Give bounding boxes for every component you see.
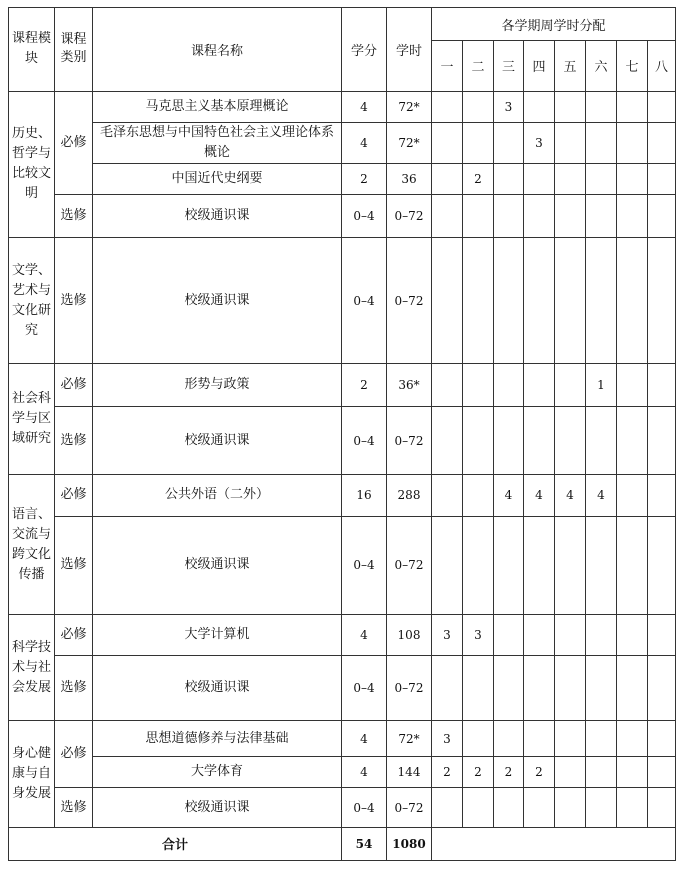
course-hours: 0–72 <box>387 406 432 474</box>
semester-hours-cell <box>617 406 648 474</box>
table-row <box>9 122 676 163</box>
semester-hours-cell <box>463 788 494 827</box>
semester-hours-cell <box>524 195 555 237</box>
course-type-cell <box>55 720 93 787</box>
course-type-cell <box>55 91 93 195</box>
table-row <box>9 516 676 615</box>
semester-3: 三 <box>494 41 524 91</box>
semester-hours-cell: 3 <box>524 122 555 163</box>
course-type: 必修 <box>60 377 87 393</box>
module-name: 语言、交流与跨文化传播 <box>11 506 51 582</box>
semester-hours-cell <box>494 195 524 237</box>
course-type-cell <box>55 364 93 406</box>
semester-hours-cell <box>648 237 676 364</box>
semester-hours-cell <box>617 91 648 122</box>
semester-hours-cell <box>555 720 586 756</box>
semester-hours-cell <box>648 164 676 195</box>
semester-hours-cell <box>648 615 676 656</box>
semester-2: 二 <box>463 41 494 91</box>
table-row <box>9 615 676 656</box>
semester-hours-cell <box>648 122 676 163</box>
course-credit: 0–4 <box>342 788 387 827</box>
course-type-cell <box>55 475 93 516</box>
course-name: 大学计算机 <box>93 615 342 656</box>
module-cell <box>9 91 55 237</box>
semester-hours-cell <box>432 91 463 122</box>
table-row <box>9 91 676 122</box>
course-credit: 0–4 <box>342 195 387 237</box>
semester-hours-cell <box>555 237 586 364</box>
course-hours: 0–72 <box>387 656 432 720</box>
semester-hours-cell <box>617 237 648 364</box>
module-cell <box>9 475 55 615</box>
semester-hours-cell <box>586 720 617 756</box>
semester-hours-cell <box>524 788 555 827</box>
course-name: 校级通识课 <box>93 237 342 364</box>
semester-hours-cell <box>463 364 494 406</box>
semester-hours-cell <box>432 788 463 827</box>
course-type: 选修 <box>60 432 87 448</box>
semester-hours-cell <box>586 615 617 656</box>
table-row <box>9 757 676 788</box>
semester-hours-cell <box>524 406 555 474</box>
semester-hours-cell <box>648 516 676 615</box>
semester-hours-cell <box>494 656 524 720</box>
semester-hours-cell <box>648 91 676 122</box>
header-hours-label: 学时 <box>395 43 422 59</box>
semester-hours-cell <box>648 757 676 788</box>
semester-5: 五 <box>555 41 586 91</box>
course-type-cell <box>55 406 93 474</box>
semester-hours-cell <box>463 475 494 516</box>
semester-hours-cell <box>494 720 524 756</box>
course-name: 思想道德修养与法律基础 <box>93 720 342 756</box>
course-type-cell <box>55 195 93 237</box>
semester-hours-cell <box>524 237 555 364</box>
header-distribution-label: 各学期周学时分配 <box>501 18 606 34</box>
semester-hours-cell <box>463 195 494 237</box>
course-name: 校级通识课 <box>93 516 342 615</box>
course-credit: 4 <box>342 122 387 163</box>
module-cell <box>9 364 55 475</box>
semester-hours-cell <box>494 237 524 364</box>
semester-hours-cell: 2 <box>432 757 463 788</box>
semester-hours-cell <box>524 91 555 122</box>
semester-hours-cell <box>586 237 617 364</box>
semester-hours-cell <box>524 164 555 195</box>
module-name: 文学、艺术与文化研究 <box>11 262 51 338</box>
module-name: 历史、哲学与比较文明 <box>11 126 51 202</box>
semester-hours-cell <box>617 164 648 195</box>
semester-hours-cell <box>494 516 524 615</box>
semester-hours-cell: 2 <box>524 757 555 788</box>
semester-hours-cell <box>555 516 586 615</box>
semester-6: 六 <box>586 41 617 91</box>
course-type: 选修 <box>60 292 87 308</box>
semester-hours-cell <box>586 195 617 237</box>
semester-hours-cell <box>432 237 463 364</box>
total-distribution <box>432 827 676 860</box>
semester-hours-cell <box>586 757 617 788</box>
total-label: 合计 <box>9 827 342 860</box>
header-name-label: 课程名称 <box>190 43 243 59</box>
table-row <box>9 164 676 195</box>
semester-hours-cell <box>648 788 676 827</box>
semester-hours-cell: 3 <box>494 91 524 122</box>
semester-hours-cell <box>555 615 586 656</box>
semester-hours-cell <box>555 164 586 195</box>
semester-hours-cell <box>555 364 586 406</box>
semester-hours-cell <box>432 195 463 237</box>
semester-hours-cell <box>432 516 463 615</box>
semester-hours-cell: 3 <box>432 720 463 756</box>
course-credit: 0–4 <box>342 237 387 364</box>
semester-hours-cell <box>617 475 648 516</box>
semester-hours-cell: 4 <box>524 475 555 516</box>
course-type-cell <box>55 516 93 615</box>
course-hours: 72* <box>387 91 432 122</box>
semester-hours-cell <box>432 164 463 195</box>
module-name: 身心健康与自身发展 <box>11 745 51 801</box>
course-name: 校级通识课 <box>93 788 342 827</box>
table-row <box>9 195 676 237</box>
header-hours <box>387 8 432 92</box>
module-cell <box>9 615 55 721</box>
course-name: 形势与政策 <box>93 364 342 406</box>
course-hours: 36 <box>387 164 432 195</box>
semester-hours-cell <box>586 516 617 615</box>
table-row <box>9 656 676 720</box>
semester-hours-cell: 3 <box>432 615 463 656</box>
table-row <box>9 720 676 756</box>
semester-hours-cell: 2 <box>463 164 494 195</box>
course-name: 校级通识课 <box>93 656 342 720</box>
semester-hours-cell <box>555 91 586 122</box>
course-type: 选修 <box>60 557 87 573</box>
course-hours: 72* <box>387 720 432 756</box>
semester-hours-cell <box>555 656 586 720</box>
table-row <box>9 475 676 516</box>
semester-hours-cell: 4 <box>586 475 617 516</box>
semester-hours-cell <box>432 475 463 516</box>
semester-hours-cell <box>494 122 524 163</box>
semester-hours-cell <box>555 757 586 788</box>
course-table <box>8 7 676 861</box>
semester-hours-cell: 2 <box>463 757 494 788</box>
semester-hours-cell <box>586 788 617 827</box>
course-credit: 4 <box>342 720 387 756</box>
course-hours: 0–72 <box>387 788 432 827</box>
semester-hours-cell <box>617 195 648 237</box>
header-type <box>55 8 93 92</box>
course-type: 必修 <box>60 134 87 150</box>
semester-4: 四 <box>524 41 555 91</box>
course-type: 必修 <box>60 627 87 643</box>
semester-hours-cell <box>494 788 524 827</box>
semester-hours-cell <box>524 615 555 656</box>
semester-hours-cell <box>432 364 463 406</box>
semester-hours-cell <box>432 656 463 720</box>
semester-hours-cell <box>586 122 617 163</box>
course-name: 公共外语（二外） <box>93 475 342 516</box>
course-type: 必修 <box>60 746 87 762</box>
semester-hours-cell <box>494 406 524 474</box>
semester-hours-cell <box>432 406 463 474</box>
semester-hours-cell <box>648 195 676 237</box>
table-row <box>9 364 676 406</box>
course-type: 必修 <box>60 487 87 503</box>
module-cell <box>9 237 55 364</box>
semester-hours-cell <box>463 406 494 474</box>
course-type-cell <box>55 615 93 656</box>
semester-hours-cell <box>524 720 555 756</box>
course-type: 选修 <box>60 207 87 223</box>
course-credit: 0–4 <box>342 516 387 615</box>
course-type: 选修 <box>60 799 87 815</box>
total-hours: 1080 <box>387 827 432 860</box>
header-module-label: 课程模块 <box>11 31 51 67</box>
semester-hours-cell <box>586 91 617 122</box>
semester-1: 一 <box>432 41 463 91</box>
course-type-cell <box>55 237 93 364</box>
semester-hours-cell <box>494 364 524 406</box>
course-name: 校级通识课 <box>93 195 342 237</box>
semester-hours-cell <box>524 364 555 406</box>
semester-hours-cell <box>617 720 648 756</box>
course-credit: 0–4 <box>342 656 387 720</box>
module-name: 社会科学与区域研究 <box>11 391 51 447</box>
semester-hours-cell <box>494 615 524 656</box>
semester-hours-cell <box>524 516 555 615</box>
semester-hours-cell <box>463 656 494 720</box>
semester-7: 七 <box>617 41 648 91</box>
semester-hours-cell <box>617 757 648 788</box>
course-credit: 4 <box>342 91 387 122</box>
course-type-cell <box>55 656 93 720</box>
semester-hours-cell: 1 <box>586 364 617 406</box>
course-credit: 4 <box>342 757 387 788</box>
semester-hours-cell <box>586 656 617 720</box>
semester-hours-cell <box>617 516 648 615</box>
course-hours: 108 <box>387 615 432 656</box>
header-credit-label: 学分 <box>350 43 377 59</box>
semester-hours-cell <box>463 237 494 364</box>
semester-hours-cell <box>586 406 617 474</box>
semester-hours-cell <box>586 164 617 195</box>
course-name: 校级通识课 <box>93 406 342 474</box>
semester-hours-cell <box>463 720 494 756</box>
semester-hours-cell <box>524 656 555 720</box>
semester-hours-cell <box>494 164 524 195</box>
header-distribution <box>432 8 676 41</box>
semester-hours-cell <box>463 91 494 122</box>
course-hours: 288 <box>387 475 432 516</box>
course-hours: 144 <box>387 757 432 788</box>
total-row <box>9 827 676 860</box>
course-hours: 72* <box>387 122 432 163</box>
semester-hours-cell: 4 <box>555 475 586 516</box>
table-row <box>9 237 676 364</box>
semester-hours-cell <box>648 656 676 720</box>
course-name: 中国近代史纲要 <box>93 164 342 195</box>
semester-hours-cell: 2 <box>494 757 524 788</box>
module-cell <box>9 720 55 827</box>
course-name: 毛泽东思想与中国特色社会主义理论体系概论 <box>93 122 342 163</box>
header-row <box>9 8 676 41</box>
course-hours: 0–72 <box>387 516 432 615</box>
course-type-cell <box>55 788 93 827</box>
course-credit: 2 <box>342 364 387 406</box>
course-name: 大学体育 <box>93 757 342 788</box>
semester-hours-cell <box>617 656 648 720</box>
module-name: 科学技术与社会发展 <box>11 639 51 695</box>
semester-hours-cell: 4 <box>494 475 524 516</box>
semester-8: 八 <box>648 41 676 91</box>
semester-hours-cell <box>432 122 463 163</box>
semester-hours-cell <box>555 195 586 237</box>
semester-hours-cell <box>648 406 676 474</box>
course-hours: 0–72 <box>387 195 432 237</box>
course-hours: 36* <box>387 364 432 406</box>
header-credit <box>342 8 387 92</box>
semester-hours-cell <box>463 122 494 163</box>
semester-hours-cell <box>617 122 648 163</box>
header-module <box>9 8 55 92</box>
semester-hours-cell <box>648 475 676 516</box>
course-type: 选修 <box>60 680 87 696</box>
semester-hours-cell <box>648 364 676 406</box>
header-type-label: 课程类别 <box>60 32 87 66</box>
semester-hours-cell <box>617 615 648 656</box>
table-row <box>9 788 676 827</box>
course-hours: 0–72 <box>387 237 432 364</box>
semester-hours-cell <box>555 788 586 827</box>
total-credit: 54 <box>342 827 387 860</box>
course-credit: 16 <box>342 475 387 516</box>
table-row <box>9 406 676 474</box>
semester-hours-cell <box>463 516 494 615</box>
course-credit: 2 <box>342 164 387 195</box>
header-name <box>93 8 342 92</box>
semester-hours-cell <box>617 364 648 406</box>
course-credit: 4 <box>342 615 387 656</box>
semester-hours-cell <box>555 122 586 163</box>
semester-hours-cell <box>648 720 676 756</box>
course-credit: 0–4 <box>342 406 387 474</box>
course-name: 马克思主义基本原理概论 <box>93 91 342 122</box>
semester-hours-cell <box>617 788 648 827</box>
semester-hours-cell <box>555 406 586 474</box>
semester-hours-cell: 3 <box>463 615 494 656</box>
